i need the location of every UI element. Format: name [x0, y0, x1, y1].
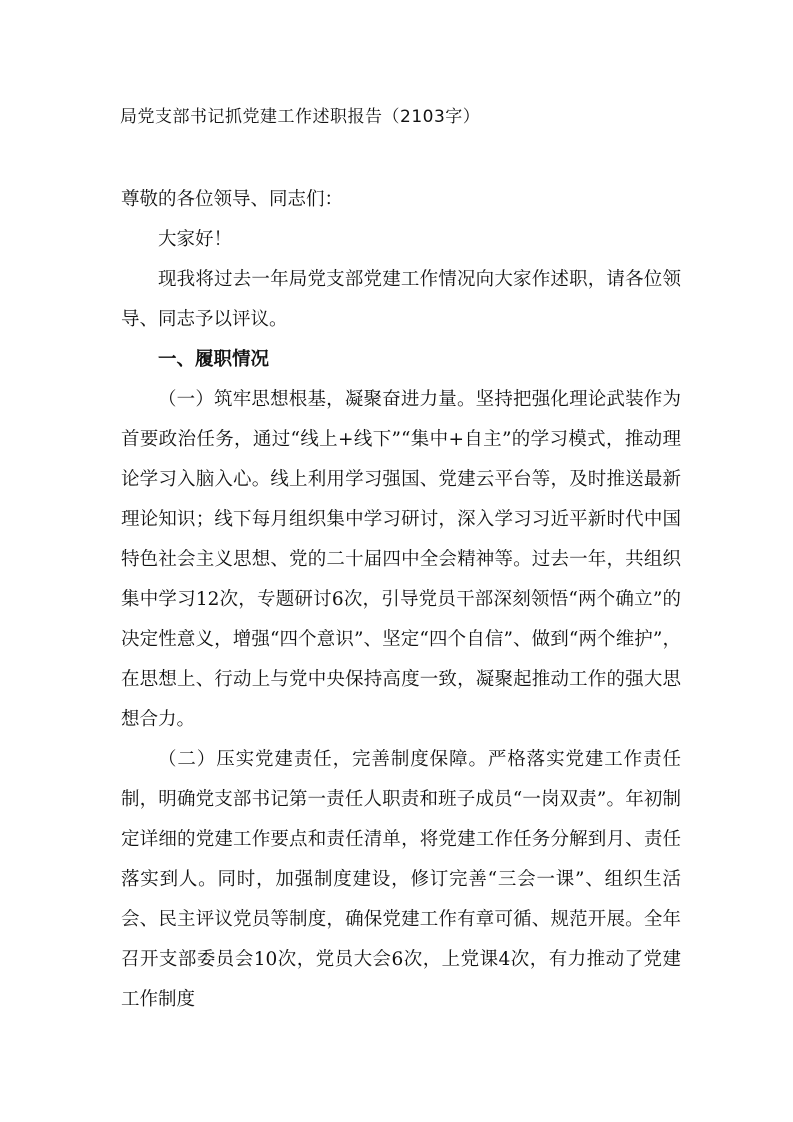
intro-paragraph: 现我将过去一年局党支部党建工作情况向大家作述职，请各位领导、同志予以评议。 [121, 269, 681, 330]
paragraph-ideology: （一）筑牢思想根基，凝聚奋进力量。坚持把强化理论武装作为首要政治任务，通过“线上+线下”“集中+自主”的学习模式，推动理论学习入脑入心。线上利用学习强国、党建云平台等，及时推送最新理论知识；线下每月组织集中学习研讨，深入学习习近平新时代中国特色社会主义思想、党的二十届四中全会精神等。过去一年，共组织集中学习12次，专题研讨6次，引导党员干部深刻领悟“两个确立”的决定性意义，增强“四个意识”、坚定“四个自信”、做到“两个维护”，在思想上、行动上与党中央保持高度一致，凝聚起推动工作的强大思想合力。 [121, 389, 681, 730]
paragraph-responsibility: （二）压实党建责任，完善制度保障。严格落实党建工作责任制，明确党支部书记第一责任人职责和班子成员“一岗双责”。年初制定详细的党建工作要点和责任清单，将党建工作任务分解到月、责任落实到人。同时，加强制度建设，修订完善“三会一课”、组织生活会、民主评议党员等制度，确保党建工作有章可循、规范开展。全年召开支部委员会10次，党员大会6次，上党课4次，有力推动了党建工作制度 [121, 749, 681, 1010]
greeting: 大家好！ [158, 229, 233, 250]
document-body [121, 180, 681, 1020]
salutation: 尊敬的各位领导、同志们： [121, 189, 344, 210]
document-title: 局党支部书记抓党建工作述职报告（2103字） [120, 107, 481, 127]
section-heading: 一、履职情况 [158, 349, 270, 370]
